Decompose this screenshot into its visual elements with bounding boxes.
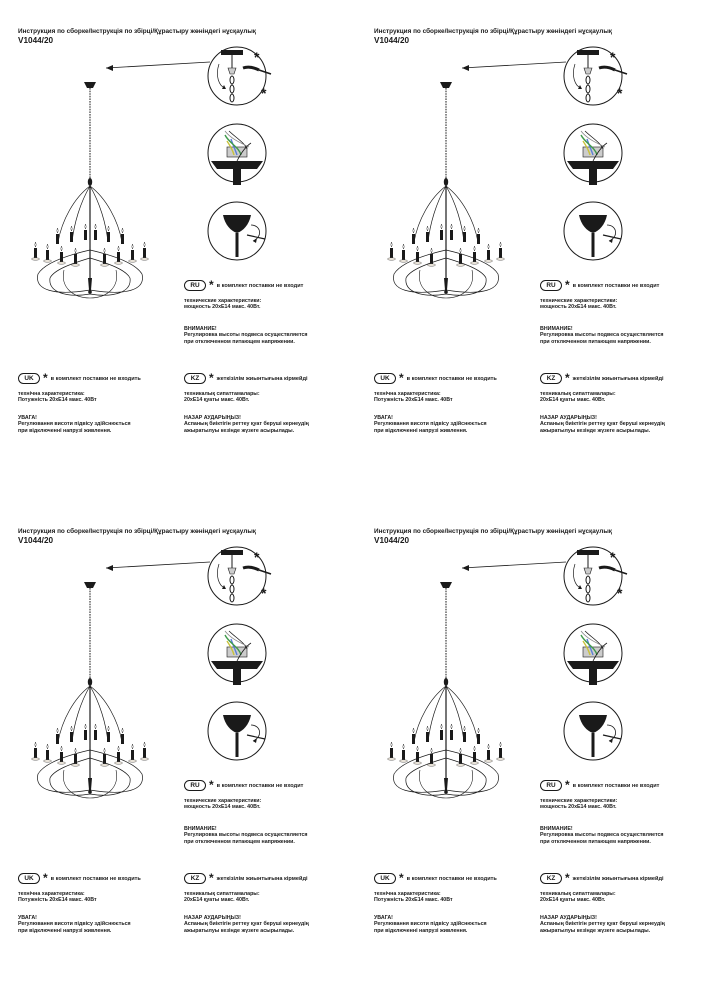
kz-not-included-note xyxy=(184,373,308,384)
document-title: Инструкция по сборке/Інструкція по збірці/Құрастыру жөніндегі нұсқаулық xyxy=(18,28,256,35)
ru-warning xyxy=(540,826,664,845)
uk-warning xyxy=(374,415,487,434)
uk-badge: UK xyxy=(374,373,396,384)
kz-specs xyxy=(184,391,260,404)
document-title: Инструкция по сборке/Інструкція по збірці/Құрастыру жөніндегі нұсқаулық xyxy=(374,28,612,35)
uk-specs-value: Потужність 20хЕ14 макс. 40Вт xyxy=(18,397,97,404)
kz-warning-heading: НАЗАР АУДАРЫҢЫЗ! xyxy=(540,415,597,421)
ru-not-included-text: в комплект поставки не входит xyxy=(216,782,304,789)
ru-warning-heading: ВНИМАНИЕ! xyxy=(184,826,217,832)
uk-specs-heading: технічна характеристика: xyxy=(18,891,85,897)
ru-specs xyxy=(540,798,617,811)
ru-specs xyxy=(184,798,261,811)
kz-warning-line: ажыратылуы кезінде жүзеге асырылады. xyxy=(540,427,651,434)
ru-badge: RU xyxy=(184,280,206,291)
uk-specs-heading: технічна характеристика: xyxy=(18,391,85,397)
uk-warning-line: Регулювання висоти підвісу здійснюється xyxy=(18,921,131,928)
ru-warning-line: Регулировка высоты подвеса осуществляется xyxy=(540,332,664,339)
kz-warning-heading: НАЗАР АУДАРЫҢЫЗ! xyxy=(184,415,241,421)
ru-not-included-note xyxy=(540,780,659,791)
ru-specs-value: мощность 20хЕ14 макс. 40Вт. xyxy=(540,304,617,311)
chandelier-illustration xyxy=(370,528,707,1008)
model-number: V1044/20 xyxy=(374,36,410,45)
uk-not-included-text: в комплект поставки не входить xyxy=(50,375,141,382)
star-icon: * xyxy=(209,871,214,885)
uk-specs xyxy=(374,891,453,904)
star-icon: * xyxy=(209,278,214,292)
instruction-panel xyxy=(14,28,354,508)
ru-warning-line: Регулировка высоты подвеса осуществляется xyxy=(184,832,308,839)
uk-warning xyxy=(18,915,131,934)
ru-warning xyxy=(540,326,664,345)
kz-specs-value: 20хЕ14 қуаты макс. 40Вт. xyxy=(184,897,250,904)
star-icon: * xyxy=(209,778,214,792)
ru-warning xyxy=(184,826,308,845)
kz-warning-line: Аспаның биіктігін реттеу қуат беруші кернеудің xyxy=(540,421,665,428)
star-icon: * xyxy=(565,371,570,385)
uk-specs-value: Потужність 20хЕ14 макс. 40Вт xyxy=(18,897,97,904)
kz-not-included-text: жеткізілім жиынтығына кірмейді xyxy=(572,875,664,882)
uk-not-included-text: в комплект поставки не входить xyxy=(50,875,141,882)
kz-specs xyxy=(540,891,616,904)
kz-badge: KZ xyxy=(184,873,206,884)
kz-warning-heading: НАЗАР АУДАРЫҢЫЗ! xyxy=(540,915,597,921)
kz-specs-heading: техникалық сипаттамалары: xyxy=(540,391,616,397)
uk-not-included-text: в комплект поставки не входить xyxy=(406,375,497,382)
kz-warning-line: ажыратылуы кезінде жүзеге асырылады. xyxy=(184,427,295,434)
chandelier-illustration xyxy=(370,28,707,508)
uk-not-included-note xyxy=(18,873,141,884)
uk-warning-line: при відключенні напрузі живлення. xyxy=(374,927,468,934)
document-title: Инструкция по сборке/Інструкція по збірці/Құрастыру жөніндегі нұсқаулық xyxy=(374,528,612,535)
kz-not-included-note xyxy=(540,373,664,384)
ru-warning-heading: ВНИМАНИЕ! xyxy=(540,326,573,332)
star-icon: * xyxy=(43,871,48,885)
star-icon: * xyxy=(399,371,404,385)
instruction-panel xyxy=(370,528,707,1008)
kz-badge: KZ xyxy=(540,373,562,384)
ru-not-included-note xyxy=(540,280,659,291)
ru-not-included-text: в комплект поставки не входит xyxy=(572,282,660,289)
uk-specs-heading: технічна характеристика: xyxy=(374,391,441,397)
ru-not-included-note xyxy=(184,780,303,791)
ru-warning-line: при отключенном питающем напряжении. xyxy=(540,338,651,345)
kz-not-included-text: жеткізілім жиынтығына кірмейді xyxy=(572,375,664,382)
kz-warning xyxy=(540,415,665,434)
model-number: V1044/20 xyxy=(18,536,54,545)
chandelier-illustration xyxy=(14,528,354,1008)
instruction-panel xyxy=(14,528,354,1008)
uk-warning-line: Регулювання висоти підвісу здійснюється xyxy=(374,921,487,928)
kz-warning-line: Аспаның биіктігін реттеу қуат беруші кернеудің xyxy=(184,421,309,428)
ru-warning-line: при отключенном питающем напряжении. xyxy=(184,338,295,345)
kz-specs-heading: техникалық сипаттамалары: xyxy=(184,391,260,397)
uk-warning-line: при відключенні напрузі живлення. xyxy=(18,427,112,434)
uk-specs-value: Потужність 20хЕ14 макс. 40Вт xyxy=(374,897,453,904)
uk-not-included-text: в комплект поставки не входить xyxy=(406,875,497,882)
kz-specs xyxy=(540,391,616,404)
uk-warning-heading: УВАГА! xyxy=(374,415,393,421)
kz-badge: KZ xyxy=(540,873,562,884)
uk-not-included-note xyxy=(374,873,497,884)
ru-specs-heading: технические характеристики: xyxy=(184,798,262,804)
kz-warning-line: ажыратылуы кезінде жүзеге асырылады. xyxy=(540,927,651,934)
kz-specs-value: 20хЕ14 қуаты макс. 40Вт. xyxy=(540,897,606,904)
kz-warning-line: Аспаның биіктігін реттеу қуат беруші кернеудің xyxy=(184,921,309,928)
uk-specs-heading: технічна характеристика: xyxy=(374,891,441,897)
kz-specs-heading: техникалық сипаттамалары: xyxy=(540,891,616,897)
uk-not-included-note xyxy=(374,373,497,384)
kz-not-included-note xyxy=(540,873,664,884)
ru-specs-heading: технические характеристики: xyxy=(540,298,618,304)
ru-specs xyxy=(184,298,261,311)
kz-not-included-note xyxy=(184,873,308,884)
star-icon: * xyxy=(565,871,570,885)
uk-warning-line: при відключенні напрузі живлення. xyxy=(18,927,112,934)
ru-warning-line: Регулировка высоты подвеса осуществляется xyxy=(184,332,308,339)
star-icon: * xyxy=(565,278,570,292)
uk-warning-line: при відключенні напрузі живлення. xyxy=(374,427,468,434)
star-icon: * xyxy=(209,371,214,385)
uk-specs-value: Потужність 20хЕ14 макс. 40Вт xyxy=(374,397,453,404)
ru-not-included-text: в комплект поставки не входит xyxy=(216,282,304,289)
uk-specs xyxy=(18,891,97,904)
uk-warning xyxy=(18,415,131,434)
uk-warning-line: Регулювання висоти підвісу здійснюється xyxy=(374,421,487,428)
kz-specs xyxy=(184,891,260,904)
uk-warning-heading: УВАГА! xyxy=(18,415,37,421)
uk-badge: UK xyxy=(18,373,40,384)
ru-warning-heading: ВНИМАНИЕ! xyxy=(540,826,573,832)
kz-not-included-text: жеткізілім жиынтығына кірмейді xyxy=(216,875,308,882)
uk-specs xyxy=(374,391,453,404)
uk-badge: UK xyxy=(374,873,396,884)
ru-warning xyxy=(184,326,308,345)
star-icon: * xyxy=(565,778,570,792)
document-title: Инструкция по сборке/Інструкція по збірці/Құрастыру жөніндегі нұсқаулық xyxy=(18,528,256,535)
kz-warning-line: Аспаның биіктігін реттеу қуат беруші кернеудің xyxy=(540,921,665,928)
model-number: V1044/20 xyxy=(374,536,410,545)
kz-warning xyxy=(184,915,309,934)
ru-badge: RU xyxy=(540,280,562,291)
ru-specs xyxy=(540,298,617,311)
kz-specs-value: 20хЕ14 қуаты макс. 40Вт. xyxy=(540,397,606,404)
ru-badge: RU xyxy=(540,780,562,791)
ru-warning-line: Регулировка высоты подвеса осуществляется xyxy=(540,832,664,839)
instruction-panel xyxy=(370,28,707,508)
ru-specs-heading: технические характеристики: xyxy=(540,798,618,804)
chandelier-illustration xyxy=(14,28,354,508)
star-icon: * xyxy=(43,371,48,385)
kz-warning xyxy=(184,415,309,434)
kz-badge: KZ xyxy=(184,373,206,384)
ru-not-included-note xyxy=(184,280,303,291)
uk-warning xyxy=(374,915,487,934)
ru-warning-line: при отключенном питающем напряжении. xyxy=(540,838,651,845)
ru-not-included-text: в комплект поставки не входит xyxy=(572,782,660,789)
kz-specs-value: 20хЕ14 қуаты макс. 40Вт. xyxy=(184,397,250,404)
kz-specs-heading: техникалық сипаттамалары: xyxy=(184,891,260,897)
uk-not-included-note xyxy=(18,373,141,384)
model-number: V1044/20 xyxy=(18,36,54,45)
star-icon: * xyxy=(399,871,404,885)
uk-warning-heading: УВАГА! xyxy=(18,915,37,921)
ru-warning-line: при отключенном питающем напряжении. xyxy=(184,838,295,845)
ru-warning-heading: ВНИМАНИЕ! xyxy=(184,326,217,332)
ru-specs-value: мощность 20хЕ14 макс. 40Вт. xyxy=(184,804,261,811)
uk-warning-heading: УВАГА! xyxy=(374,915,393,921)
ru-badge: RU xyxy=(184,780,206,791)
uk-specs xyxy=(18,391,97,404)
kz-warning xyxy=(540,915,665,934)
ru-specs-heading: технические характеристики: xyxy=(184,298,262,304)
uk-badge: UK xyxy=(18,873,40,884)
ru-specs-value: мощность 20хЕ14 макс. 40Вт. xyxy=(184,304,261,311)
ru-specs-value: мощность 20хЕ14 макс. 40Вт. xyxy=(540,804,617,811)
kz-not-included-text: жеткізілім жиынтығына кірмейді xyxy=(216,375,308,382)
kz-warning-heading: НАЗАР АУДАРЫҢЫЗ! xyxy=(184,915,241,921)
uk-warning-line: Регулювання висоти підвісу здійснюється xyxy=(18,421,131,428)
kz-warning-line: ажыратылуы кезінде жүзеге асырылады. xyxy=(184,927,295,934)
